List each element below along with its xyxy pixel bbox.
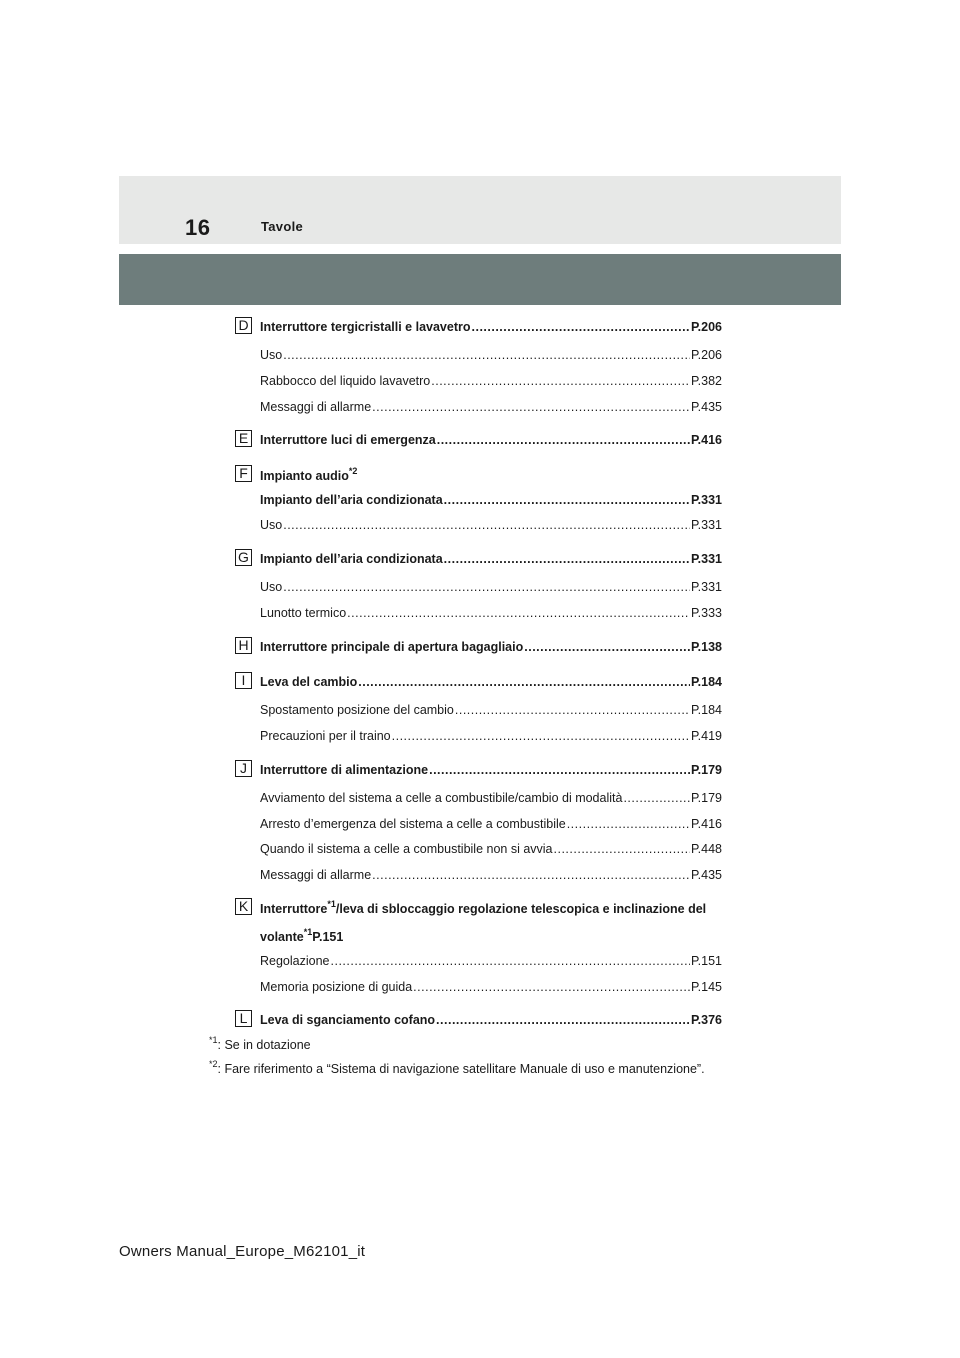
leader-dots <box>413 979 690 995</box>
leader-dots <box>437 432 690 448</box>
leader-dots <box>444 551 690 567</box>
entry-label: Interruttore <box>260 902 328 916</box>
index-subentry[interactable] <box>260 702 722 718</box>
entry-page: P.206 <box>690 320 722 334</box>
leader-dots <box>554 841 690 857</box>
entry-page: P.448 <box>690 842 722 856</box>
entry-label: Uso <box>260 580 283 594</box>
entry-label: Lunotto termico <box>260 606 347 620</box>
leader-dots <box>524 639 690 655</box>
index-subentry[interactable] <box>260 399 722 415</box>
index-entry-audio[interactable] <box>260 465 358 484</box>
leader-dots <box>283 347 690 363</box>
entry-label: Avviamento del sistema a celle a combustibile/cambio di modalità <box>260 791 623 805</box>
entry-label: Messaggi di allarme <box>260 868 372 882</box>
section-letter-f: F <box>235 465 252 482</box>
entry-page: P.331 <box>690 518 722 532</box>
leader-dots <box>436 1012 690 1028</box>
index-subentry[interactable] <box>260 605 722 621</box>
entry-page: P.416 <box>690 433 722 447</box>
entry-label: Arresto d’emergenza del sistema a celle a combustibile <box>260 817 566 831</box>
footnote-text: : Se in dotazione <box>217 1038 311 1052</box>
footnote-mark: *1 <box>303 926 313 937</box>
index-subentry[interactable] <box>260 728 722 744</box>
footnote-text: : Fare riferimento a “Sistema di navigazione satellitare Manuale di uso e manutenzione”. <box>217 1062 705 1076</box>
index-subentry[interactable] <box>260 867 722 883</box>
footnote <box>209 1034 311 1053</box>
entry-page: P.331 <box>690 552 722 566</box>
footnote-mark: *1 <box>209 1034 218 1045</box>
footnote-mark: *1 <box>327 898 336 909</box>
index-entry[interactable] <box>260 492 722 508</box>
page-title: Tavole <box>261 219 304 234</box>
index-entry[interactable] <box>260 674 722 690</box>
index-entry-steering[interactable] <box>260 898 707 917</box>
entry-page: P.151 <box>312 930 344 944</box>
entry-page: P.179 <box>690 791 722 805</box>
index-subentry[interactable] <box>260 841 722 857</box>
footnote <box>209 1058 705 1077</box>
section-letter-l: L <box>235 1010 252 1027</box>
entry-label: volante <box>260 930 304 944</box>
index-subentry[interactable] <box>260 790 722 806</box>
entry-page: P.184 <box>690 675 722 689</box>
entry-label: Interruttore tergicristalli e lavavetro <box>260 320 471 334</box>
index-subentry[interactable] <box>260 979 722 995</box>
entry-label: Spostamento posizione del cambio <box>260 703 454 717</box>
page-number: 16 <box>185 215 211 240</box>
leader-dots <box>431 373 690 389</box>
section-letter-g: G <box>235 549 252 566</box>
entry-label: Messaggi di allarme <box>260 400 372 414</box>
index-entry[interactable] <box>260 551 722 567</box>
entry-page: P.184 <box>690 703 722 717</box>
footnote-mark: *2 <box>348 465 358 476</box>
footnote-mark: *2 <box>209 1058 218 1069</box>
entry-page: P.333 <box>690 606 722 620</box>
entry-label: Memoria posizione di guida <box>260 980 413 994</box>
index-subentry[interactable] <box>260 953 722 969</box>
index-entry[interactable] <box>260 319 722 335</box>
leader-dots <box>283 517 690 533</box>
entry-page: P.331 <box>690 580 722 594</box>
section-letter-d: D <box>235 317 252 334</box>
entry-label: Interruttore luci di emergenza <box>260 433 436 447</box>
leader-dots <box>455 702 690 718</box>
section-letter-e: E <box>235 430 252 447</box>
leader-dots <box>472 319 690 335</box>
entry-label: Uso <box>260 518 283 532</box>
entry-page: P.145 <box>690 980 722 994</box>
entry-label: Rabbocco del liquido lavavetro <box>260 374 431 388</box>
section-letter-j: J <box>235 760 252 777</box>
entry-label: Precauzioni per il traino <box>260 729 391 743</box>
entry-label: Leva del cambio <box>260 675 358 689</box>
entry-label: Quando il sistema a celle a combustibile non si avvia <box>260 842 553 856</box>
leader-dots <box>372 399 690 415</box>
entry-page: P.416 <box>690 817 722 831</box>
entry-page: P.206 <box>690 348 722 362</box>
index-entry[interactable] <box>260 1012 722 1028</box>
entry-label: Impianto audio <box>260 469 349 483</box>
entry-page: P.138 <box>690 640 722 654</box>
index-entry[interactable] <box>260 432 722 448</box>
leader-dots <box>444 492 690 508</box>
entry-page: P.435 <box>690 868 722 882</box>
leader-dots <box>283 579 690 595</box>
leader-dots <box>392 728 690 744</box>
entry-page: P.179 <box>690 763 722 777</box>
entry-label: Interruttore di alimentazione <box>260 763 429 777</box>
index-subentry[interactable] <box>260 373 722 389</box>
entry-page: P.382 <box>690 374 722 388</box>
section-letter-k: K <box>235 898 252 915</box>
index-entry[interactable] <box>260 762 722 778</box>
leader-dots <box>567 816 690 832</box>
leader-dots <box>372 867 690 883</box>
entry-page: P.151 <box>690 954 722 968</box>
entry-label: Leva di sganciamento cofano <box>260 1013 436 1027</box>
entry-page: P.376 <box>690 1013 722 1027</box>
index-subentry[interactable] <box>260 816 722 832</box>
leader-dots <box>358 674 690 690</box>
index-entry[interactable] <box>260 639 722 655</box>
entry-label-cont: /leva di sbloccaggio regolazione telescopica e inclinazione del <box>335 902 707 916</box>
index-subentry[interactable] <box>260 347 722 363</box>
leader-dots <box>347 605 690 621</box>
index-subentry[interactable] <box>260 579 722 595</box>
section-letter-h: H <box>235 637 252 654</box>
entry-label: Impianto dell’aria condizionata <box>260 493 443 507</box>
entry-page: P.331 <box>690 493 722 507</box>
index-subentry[interactable] <box>260 517 722 533</box>
leader-dots <box>331 953 690 969</box>
entry-label: Impianto dell’aria condizionata <box>260 552 443 566</box>
entry-page: P.435 <box>690 400 722 414</box>
entry-label: Regolazione <box>260 954 330 968</box>
leader-dots <box>429 762 690 778</box>
entry-page: P.419 <box>690 729 722 743</box>
leader-dots <box>623 790 689 806</box>
section-letter-i: I <box>235 672 252 689</box>
entry-label: Uso <box>260 348 283 362</box>
index-entry-steering-cont[interactable] <box>260 926 344 945</box>
entry-label: Interruttore principale di apertura bagagliaio <box>260 640 524 654</box>
footer-doc-id: Owners Manual_Europe_M62101_it <box>119 1243 366 1260</box>
